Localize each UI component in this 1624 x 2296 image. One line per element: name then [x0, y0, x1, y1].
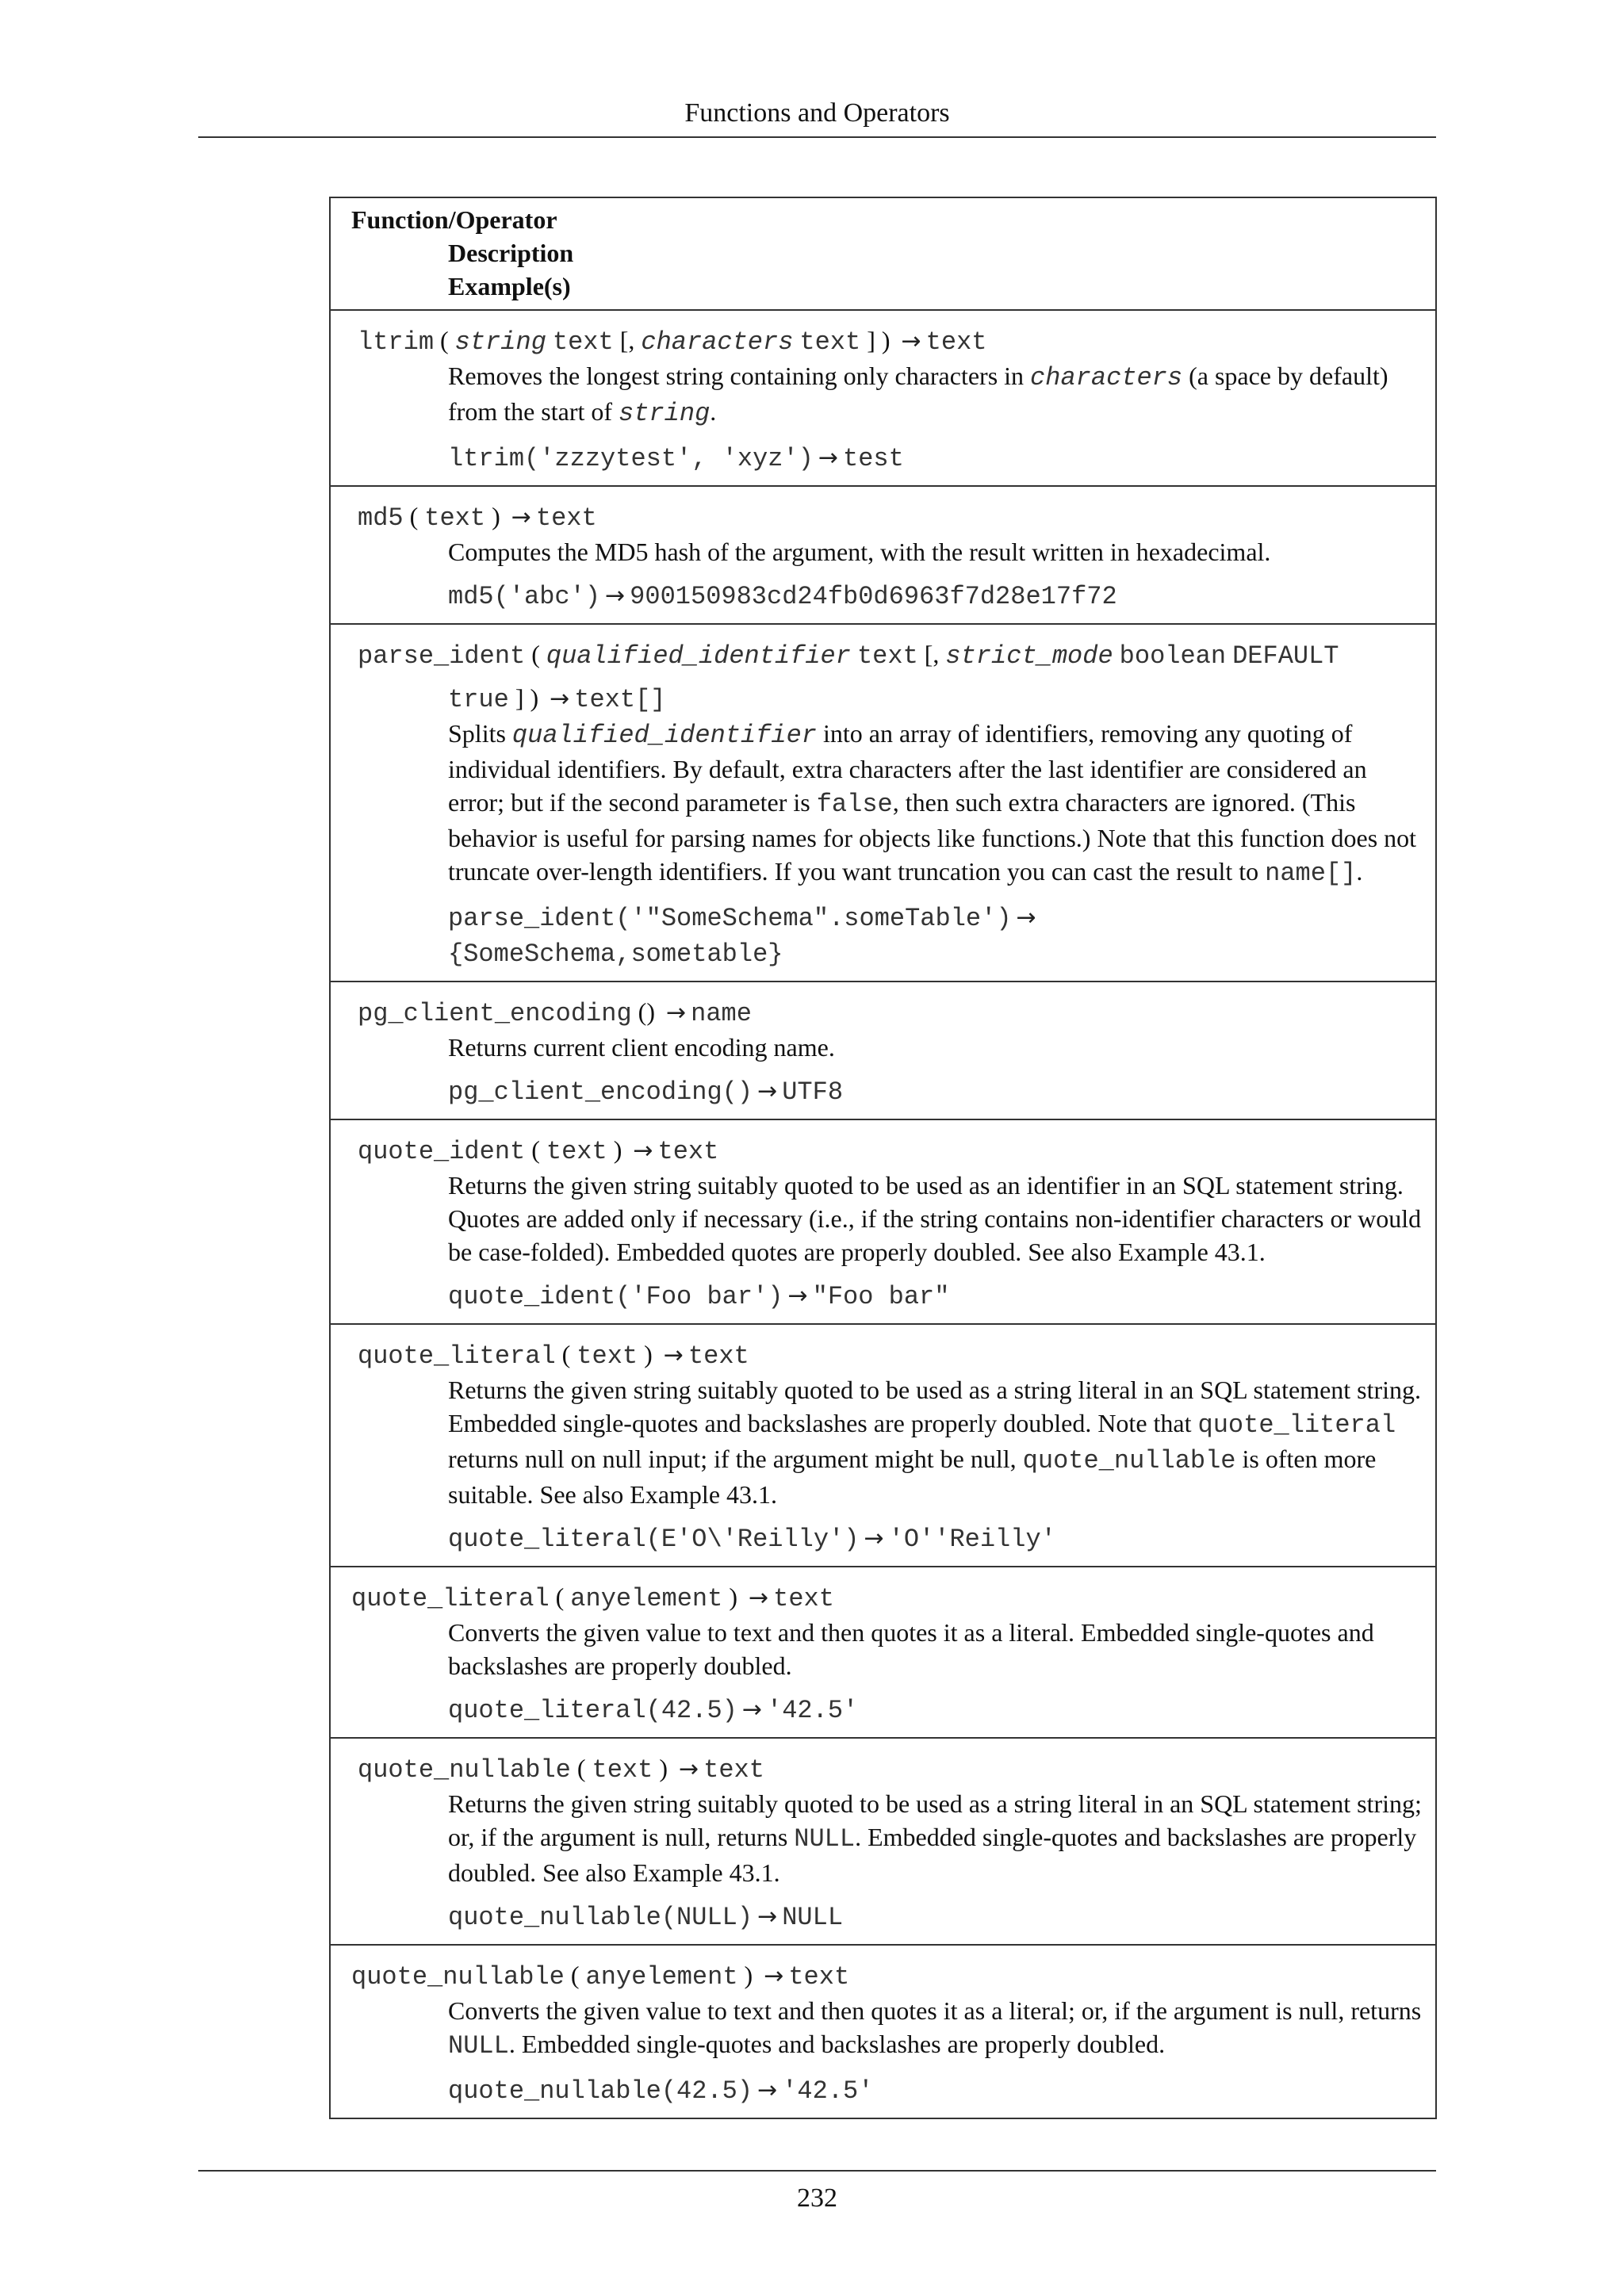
close-paren: ) [646, 997, 655, 1026]
result-arrow-icon: → [1016, 904, 1036, 932]
result-arrow-icon: → [757, 2076, 778, 2104]
example-input: md5('abc') [448, 582, 601, 611]
param-type: text [424, 503, 486, 533]
param-type: text [856, 641, 918, 671]
open-paren: ( [555, 1582, 565, 1611]
function-description [351, 1994, 1424, 2063]
returns-arrow-icon: → [901, 327, 921, 355]
returns-arrow-icon: → [748, 1584, 769, 1612]
page-number: 232 [797, 2183, 837, 2213]
param-name: string [454, 327, 546, 357]
description-text: . Embedded single-quotes and backslashes are properly doubled. See also Example 43.1. [448, 1823, 1417, 1887]
function-signature-continued [358, 681, 1424, 717]
description-text: Converts the given value to text and then quotes it as a literal; or, if the argument is null, returns [448, 1996, 1422, 2025]
param-type: text [546, 1137, 607, 1166]
footer-divider [198, 2170, 1436, 2172]
returns-arrow-icon: → [511, 503, 531, 531]
return-type: text [773, 1584, 834, 1613]
default-value: true [448, 685, 509, 714]
param-name: characters [641, 327, 794, 357]
function-name: quote_nullable [351, 1962, 565, 1992]
function-description [358, 1787, 1424, 1889]
description-text: . [1356, 857, 1363, 886]
close-paren: ) [613, 1135, 622, 1164]
function-signature [358, 1751, 1424, 1787]
description-text: Returns the given string suitably quoted to be used as an identifier in an SQL statement string. Quotes are added only if necessary (i.e., if the string contains non-identifier characters or would be case-folded). Embedded quotes are properly doubled. See also Example 43.1. [448, 1171, 1422, 1266]
return-type: text [657, 1137, 719, 1166]
param-type: anyelement [570, 1584, 723, 1613]
close-paren: ) [744, 1961, 753, 1989]
description-text: into an array of identifiers, removing any quoting of individual identifiers. By default, extra characters after the last identifier are considered an error; but if the second parameter is [448, 719, 1367, 817]
function-name: pg_client_encoding [358, 999, 632, 1028]
return-type: text [788, 1962, 850, 1992]
result-arrow-icon: → [787, 1282, 808, 1310]
table-row [331, 1739, 1435, 1946]
function-name: ltrim [358, 327, 435, 357]
return-type: text [535, 503, 597, 533]
page-header-title: Functions and Operators [684, 98, 950, 128]
description-text: Converts the given value to text and then quotes it as a literal. Embedded single-quotes and backslashes are properly doubled. [448, 1618, 1374, 1680]
open-paren: ( [638, 997, 647, 1026]
description-text: returns null on null input; if the argument might be null, [448, 1445, 1023, 1473]
description-text: Returns current client encoding name. [448, 1033, 835, 1062]
param-type: text [576, 1341, 638, 1371]
open-paren: ( [570, 1961, 580, 1989]
close-bracket: ] [867, 326, 875, 354]
close-paren: ) [729, 1582, 737, 1611]
description-code: qualified_identifier [511, 721, 817, 750]
table-row [331, 625, 1435, 982]
description-code: quote_literal [1197, 1410, 1396, 1440]
function-example [351, 2072, 1424, 2108]
function-name: quote_literal [358, 1341, 556, 1371]
function-example [358, 1521, 1424, 1556]
returns-arrow-icon: → [633, 1137, 653, 1165]
close-paren: ) [644, 1340, 653, 1368]
function-signature [358, 499, 1424, 535]
default-keyword: DEFAULT [1232, 641, 1339, 671]
open-paren: ( [531, 640, 540, 668]
open-paren: ( [409, 502, 419, 530]
function-name: quote_nullable [358, 1755, 571, 1785]
return-type: name [691, 999, 752, 1028]
example-input: quote_nullable(NULL) [448, 1903, 753, 1932]
function-example [358, 1278, 1424, 1314]
param-type: text [592, 1755, 653, 1785]
description-text: Returns the given string suitably quoted to be used as a string literal in an SQL statement string; or, if the argument is null, returns [448, 1789, 1422, 1851]
return-type: text [703, 1755, 764, 1785]
function-description [358, 535, 1424, 568]
example-output: "Foo bar" [812, 1282, 950, 1311]
function-example [358, 900, 1424, 971]
description-text: . Embedded single-quotes and backslashes are properly doubled. [508, 2030, 1166, 2058]
example-input: parse_ident('"SomeSchema".someTable') [448, 904, 1012, 933]
table-row [331, 487, 1435, 625]
function-signature [358, 995, 1424, 1031]
open-bracket: [ [619, 326, 629, 354]
description-code: characters [1030, 363, 1183, 392]
function-example [358, 1073, 1424, 1109]
comma: , [628, 326, 635, 354]
open-bracket: [ [924, 640, 933, 668]
open-paren: ( [440, 326, 449, 354]
function-signature [351, 1580, 1424, 1616]
table-row [331, 311, 1435, 487]
example-output: 'O''Reilly' [888, 1525, 1056, 1554]
param-type: boolean [1119, 641, 1227, 671]
table-header [331, 198, 1435, 311]
table-row [331, 1325, 1435, 1567]
function-description [358, 1169, 1424, 1269]
function-description [358, 1373, 1424, 1511]
function-name: quote_ident [358, 1137, 526, 1166]
description-text: Returns the given string suitably quoted to be used as a string literal in an SQL statement string. Embedded single-quotes and backslashes are properly doubled. Note that [448, 1376, 1422, 1437]
return-type: text[] [574, 685, 666, 714]
description-code: NULL [448, 2031, 509, 2061]
table-row [331, 982, 1435, 1120]
description-code: quote_nullable [1022, 1446, 1236, 1475]
example-input: quote_nullable(42.5) [448, 2076, 753, 2106]
function-description [358, 717, 1424, 890]
function-description [358, 359, 1424, 430]
param-name: strict_mode [945, 641, 1113, 671]
result-arrow-icon: → [818, 444, 839, 472]
example-output: '42.5' [767, 1696, 859, 1725]
example-output: UTF8 [782, 1077, 844, 1107]
function-signature [351, 1958, 1424, 1994]
description-text: . [710, 397, 717, 426]
table-row [331, 1946, 1435, 2118]
header-description: Description [448, 239, 574, 267]
description-text: Removes the longest string containing only characters in [448, 362, 1031, 390]
function-name: quote_literal [351, 1584, 550, 1613]
close-paren: ) [881, 326, 891, 354]
function-example [358, 578, 1424, 614]
result-arrow-icon: → [757, 1077, 778, 1105]
result-arrow-icon: → [605, 582, 626, 610]
result-arrow-icon: → [864, 1525, 884, 1552]
example-input: quote_literal(E'O\'Reilly') [448, 1525, 860, 1554]
param-type: anyelement [585, 1962, 738, 1992]
close-paren: ) [492, 502, 500, 530]
open-paren: ( [531, 1135, 540, 1164]
open-paren: ( [561, 1340, 571, 1368]
function-description [358, 1031, 1424, 1064]
example-output: test [843, 444, 904, 473]
function-signature [358, 323, 1424, 359]
functions-table [329, 197, 1437, 2119]
example-input: quote_ident('Foo bar') [448, 1282, 783, 1311]
function-signature [358, 637, 1424, 673]
description-code: string [619, 399, 710, 428]
returns-arrow-icon: → [550, 685, 570, 713]
example-output: NULL [782, 1903, 844, 1932]
example-output: 900150983cd24fb0d6963f7d28e17f72 [630, 582, 1117, 611]
return-type: text [688, 1341, 749, 1371]
result-arrow-icon: → [757, 1903, 778, 1931]
description-text: Splits [448, 719, 512, 748]
description-text: , then such extra characters are ignored. (This behavior is useful for parsing names for objects like functions.) Note that this function does not truncate over-length identifiers. If you want truncation you can cast the result to [448, 788, 1417, 886]
returns-arrow-icon: → [663, 1341, 684, 1369]
returns-arrow-icon: → [665, 999, 687, 1027]
result-arrow-icon: → [741, 1696, 762, 1724]
returns-arrow-icon: → [764, 1962, 784, 1990]
param-type: text [799, 327, 861, 357]
function-example [358, 440, 1424, 476]
example-input: ltrim('zzzytest', 'xyz') [448, 444, 814, 473]
function-example [358, 1899, 1424, 1934]
function-signature [358, 1337, 1424, 1373]
header-function-operator: Function/Operator [351, 205, 557, 234]
param-type: text [552, 327, 614, 357]
close-paren: ) [530, 683, 539, 712]
header-divider [198, 136, 1436, 138]
comma: , [933, 640, 940, 668]
returns-arrow-icon: → [678, 1755, 699, 1783]
description-code: name[] [1265, 859, 1357, 888]
return-type: text [925, 327, 987, 357]
close-bracket: ] [515, 683, 524, 712]
example-output: {SomeSchema,sometable} [448, 939, 783, 969]
function-description [351, 1616, 1424, 1682]
description-code: NULL [794, 1824, 856, 1854]
open-paren: ( [576, 1754, 586, 1782]
example-input: pg_client_encoding() [448, 1077, 753, 1107]
table-row [331, 1567, 1435, 1739]
description-text: Computes the MD5 hash of the argument, with the result written in hexadecimal. [448, 538, 1271, 566]
description-text: (a space by default) from the start of [448, 362, 1388, 426]
function-example [351, 1692, 1424, 1728]
function-name: parse_ident [358, 641, 526, 671]
example-output: '42.5' [782, 2076, 874, 2106]
example-input: quote_literal(42.5) [448, 1696, 737, 1725]
description-code: false [816, 790, 893, 819]
function-name: md5 [358, 503, 404, 533]
close-paren: ) [659, 1754, 668, 1782]
description-text: is often more suitable. See also Example 43.1. [448, 1445, 1377, 1509]
header-examples: Example(s) [448, 272, 571, 300]
table-row [331, 1120, 1435, 1325]
function-signature [358, 1133, 1424, 1169]
param-name: qualified_identifier [546, 641, 851, 671]
